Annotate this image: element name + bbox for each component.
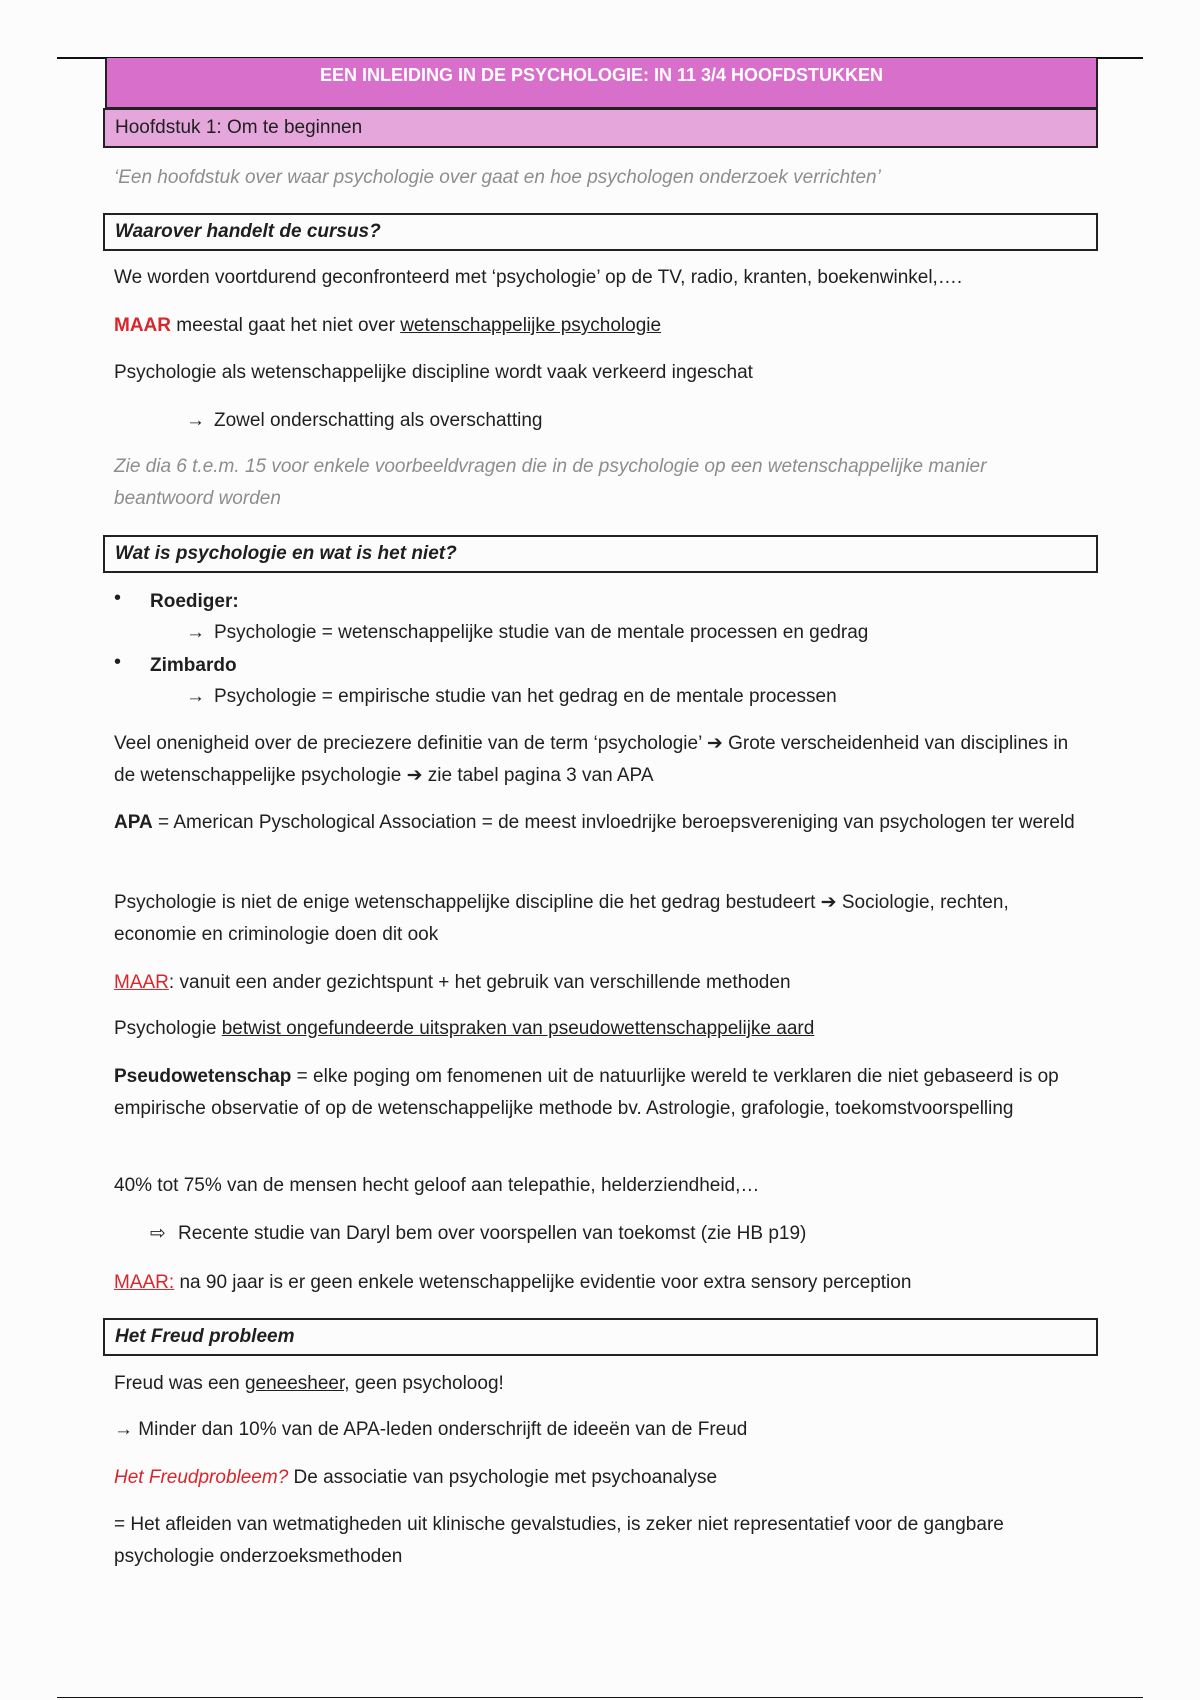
bullet-icon: • xyxy=(114,587,122,609)
section-heading-freud: Het Freud probleem xyxy=(103,1318,1098,1356)
paragraph: → Minder dan 10% van de APA-leden onderschrijft de ideeën van de Freud xyxy=(114,1419,748,1440)
paragraph: Psychologie betwist ongefundeerde uitspraken van pseudowettenschappelijke aard xyxy=(114,1018,815,1039)
paragraph: Het Freudprobleem? De associatie van psychologie met psychoanalyse xyxy=(114,1467,718,1488)
paragraph: Psychologie is niet de enige wetenschappelijke discipline die het gedrag bestudeert ➔ Sociologie, rechten, economie en criminologie doen dit ook xyxy=(114,892,1009,945)
paragraph: MAAR: na 90 jaar is er geen enkele wetenschappelijke evidentie voor extra sensory perception xyxy=(114,1272,912,1293)
section-heading-wat-is-psychologie: Wat is psychologie en wat is het niet? xyxy=(103,535,1098,573)
emphasis-maar: MAAR xyxy=(114,315,171,336)
paragraph: Psychologie als wetenschappelijke discipline wordt vaak verkeerd ingeschat xyxy=(114,362,753,383)
paragraph: Freud was een geneesheer, geen psycholoog! xyxy=(114,1373,504,1394)
chapter-subtitle: ‘Een hoofdstuk over waar psychologie over gaat en hoe psychologen onderzoek verrichten’ xyxy=(114,167,881,188)
document-title: EEN INLEIDING IN DE PSYCHOLOGIE: IN 11 3/4 HOOFDSTUKKEN xyxy=(105,58,1098,109)
bottom-rule xyxy=(57,1697,1143,1698)
emphasis-maar: MAAR xyxy=(114,972,169,993)
paragraph: = Het afleiden van wetmatigheden uit klinische gevalstudies, is zeker niet representatief voor de gangbare psychologie onderzoeksmethoden xyxy=(114,1514,1004,1567)
paragraph-pseudowetenschap: Pseudowetenschap = elke poging om fenomenen uit de natuurlijke wereld te verklaren die niet gebaseerd is op empirische observatie of op de wetenschappelijke methode bv. Astrologie, grafologie, toekomstvoorspelling xyxy=(114,1066,1059,1119)
bullet-label-zimbardo: Zimbardo xyxy=(150,655,237,676)
section-heading-cursus: Waarover handelt de cursus? xyxy=(103,213,1098,251)
arrow-point: → Zowel onderschatting als overschatting xyxy=(186,405,542,437)
arrow-point: → Psychologie = wetenschappelijke studie van de mentale processen en gedrag xyxy=(186,617,868,649)
emphasis-maar: MAAR: xyxy=(114,1272,175,1293)
paragraph: MAAR meestal gaat het niet over wetenschappelijke psychologie xyxy=(114,315,662,336)
paragraph: 40% tot 75% van de mensen hecht geloof aan telepathie, helderziendheid,… xyxy=(114,1175,760,1196)
bullet-label-roediger: Roediger: xyxy=(150,591,239,612)
chapter-heading: Hoofdstuk 1: Om te beginnen xyxy=(103,108,1098,148)
paragraph: APA = American Pyschological Association = de meest invloedrijke beroepsvereniging van psychologen ter wereld xyxy=(114,812,1075,833)
underlined-term: wetenschappelijke psychologie xyxy=(400,315,662,336)
arrow-icon: → xyxy=(186,410,205,431)
paragraph: Veel onenigheid over de preciezere definitie van de term ‘psychologie’ ➔ Grote verscheidenheid van disciplines in de wetenschappelijke psychologie ➔ zie tabel pagina 3 van APA xyxy=(114,733,1069,786)
arrow-point: → Psychologie = empirische studie van het gedrag en de mentale processen xyxy=(186,681,837,713)
bullet-icon: • xyxy=(114,651,122,673)
paragraph: MAAR: vanuit een ander gezichtspunt + het gebruik van verschillende methoden xyxy=(114,972,791,993)
emphasis-freudprobleem: Het Freudprobleem? xyxy=(114,1467,289,1488)
underlined-term: geneesheer, xyxy=(244,1373,350,1394)
term-pseudowetenschap: Pseudowetenschap xyxy=(114,1066,292,1087)
arrow-icon: ➔ xyxy=(706,733,723,754)
note-paragraph: Zie dia 6 t.e.m. 15 voor enkele voorbeeldvragen die in de psychologie op een wetenschappelijke manier beantwoord worden xyxy=(114,456,987,509)
underlined-phrase: betwist ongefundeerde uitspraken van pseudowettenschappelijke aard xyxy=(221,1018,815,1039)
arrow-icon: ➔ xyxy=(406,765,423,786)
arrow-icon: → xyxy=(186,686,205,707)
term-apa: APA xyxy=(114,812,153,833)
arrow-point: ⇨ Recente studie van Daryl bem over voorspellen van toekomst (zie HB p19) xyxy=(150,1218,806,1250)
outline-arrow-icon: ⇨ xyxy=(150,1223,166,1244)
paragraph: We worden voortdurend geconfronteerd met ‘psychologie’ op de TV, radio, kranten, boekenwinkel,…. xyxy=(114,267,963,288)
arrow-icon: → xyxy=(186,622,205,643)
arrow-icon: → xyxy=(114,1419,133,1440)
arrow-icon: ➔ xyxy=(820,892,837,913)
